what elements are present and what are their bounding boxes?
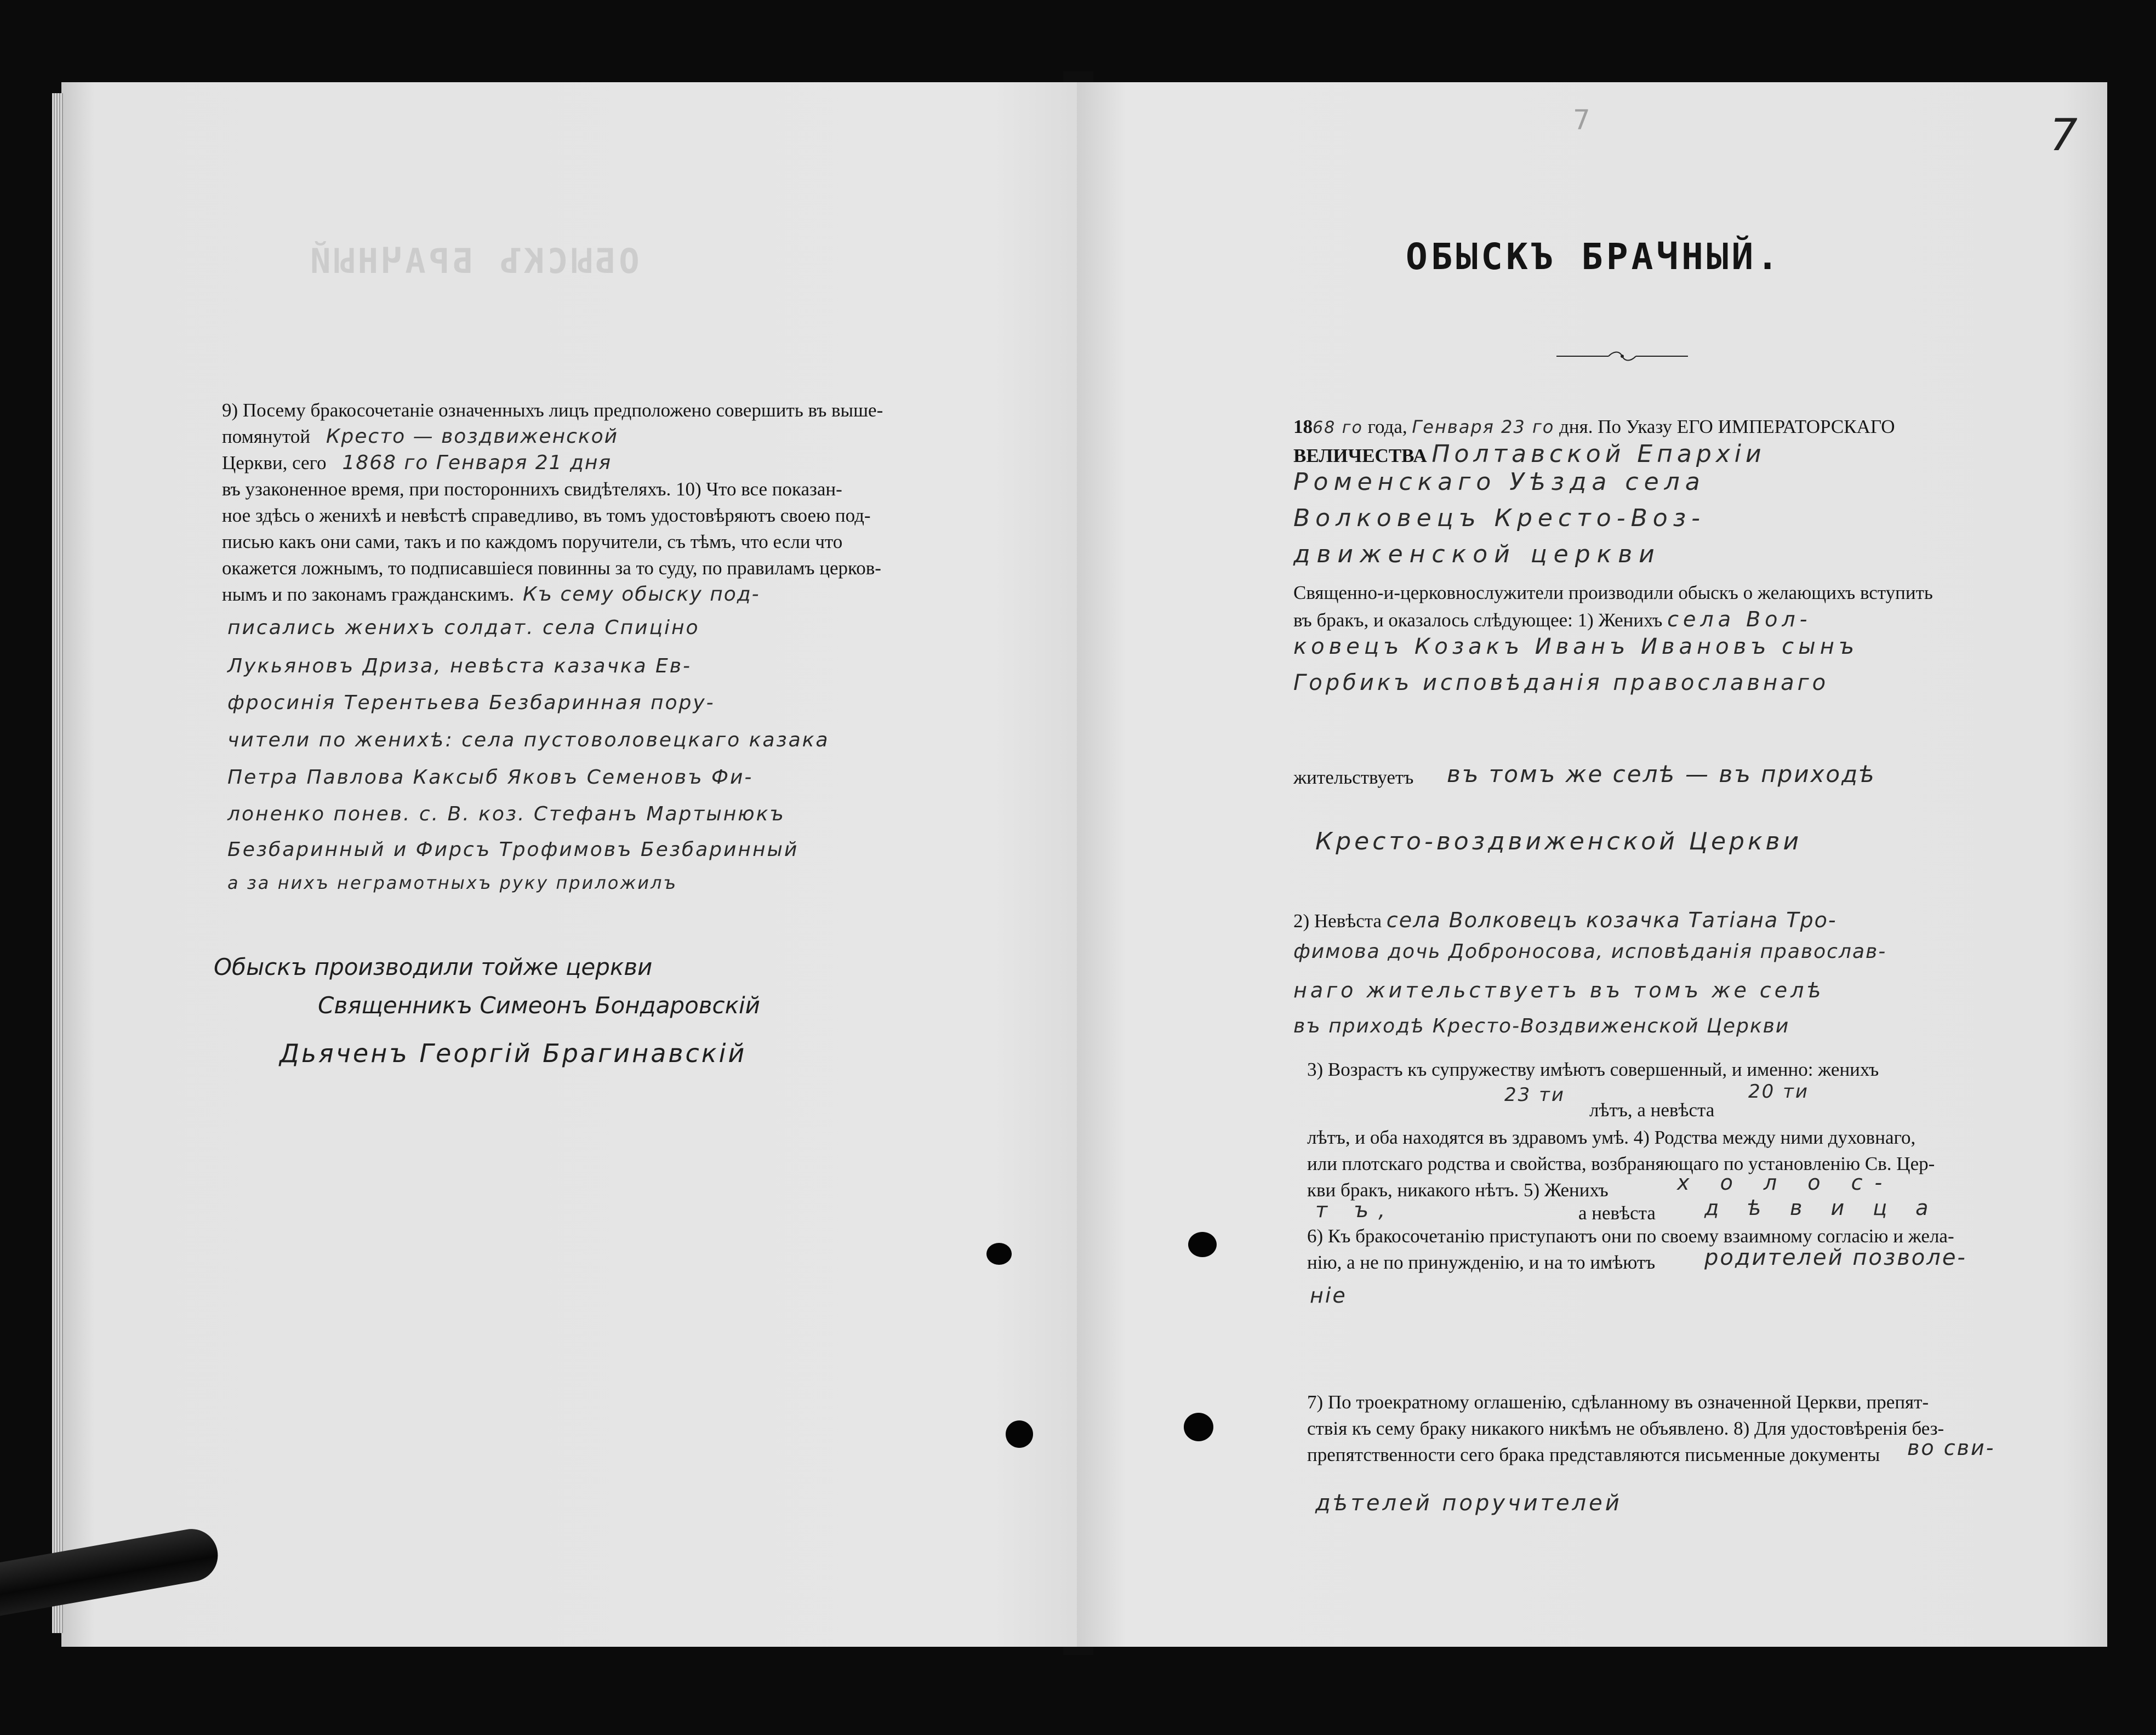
intro-line-4: Волковецъ Кресто-Воз- (1293, 504, 1706, 532)
signature-line: Лукьяновъ Дриза, невѣста казачка Ев- (227, 655, 692, 677)
signature-line: писались женихъ солдат. села Спиціно (227, 617, 700, 639)
p9-line-6: писью какъ они сами, такъ и по каждомъ поручители, съ тѣмъ, что если что (222, 531, 843, 552)
groom-status-1: х о л о с- (1677, 1171, 1895, 1195)
age-line-6: а невѣста (1578, 1202, 1656, 1224)
p7-hand-2: дѣтелей поручителей (1315, 1491, 1622, 1516)
p7-line-1: 7) По троекратному оглашенію, сдѣланному въ означенной Церкви, препят- (1307, 1391, 1929, 1413)
age-line-3: лѣтъ, и оба находятся въ здравомъ умѣ. 4) Родства между ними духовнаго, (1307, 1127, 1916, 1148)
intro-line-3: Роменскаго Уѣзда села (1293, 468, 1706, 496)
age-line-5: кви бракъ, никакого нѣтъ. 5) Женихъ (1307, 1179, 1609, 1201)
bride-block (1293, 907, 2017, 1049)
clergy-note-line-2: Священникъ Симеонъ Бондаровскій (318, 992, 760, 1019)
bleed-through-title: ОБЫСКЪ БРАЧНЫЙ (307, 241, 640, 281)
p9-line-5: ное здѣсь о женихѣ и невѣстѣ справедливо, въ томъ удостовѣряютъ своею под- (222, 505, 871, 526)
title-ornament (1556, 350, 1688, 363)
signature-line: а за нихъ неграмотныхъ руку приложилъ (227, 872, 678, 893)
signature-line: лоненко понев. с. В. коз. Стефанъ Мартынюкъ (227, 803, 785, 825)
bride-line-1: 2) Невѣста села Волковецъ козачка Татіана Тро- (1293, 908, 1837, 932)
page-number: 7 (2050, 110, 2078, 161)
signature-line: чители по женихѣ: села пустоволовецкаго казака (227, 729, 830, 751)
clergy-note-line-1: Обыскъ производили тойже церкви (214, 954, 653, 980)
groom-age: 23 ти (1504, 1084, 1565, 1106)
left-page (61, 82, 1103, 1647)
punch-hole (1006, 1420, 1033, 1448)
deacon-signature: Дьяченъ Георгій Брагинавскій (280, 1038, 747, 1068)
groom-status-2: т ъ, (1315, 1198, 1395, 1222)
intro-line-1: 1868 го года, Генваря 23 го дня. По Указу ЕГО ИМПЕРАТОРСКАГО (1293, 416, 1895, 437)
intro-line-6: Священно-и-церковнослужители производили обыскъ о желающихъ вступить (1293, 582, 1933, 603)
document-title: ОБЫСКЪ БРАЧНЫЙ. (1406, 236, 1782, 278)
intro-block (1293, 414, 2006, 706)
age-line-2: лѣтъ, а невѣста (1589, 1099, 1715, 1121)
bride-line-3: наго жительствуетъ въ томъ же селѣ (1293, 978, 1824, 1002)
page-edges (52, 93, 63, 1633)
age-line-1: 3) Возрастъ къ супружеству имѣютъ совершенный, и именно: женихъ (1307, 1059, 1879, 1080)
consent-hand-2: ніе (1310, 1283, 1347, 1308)
intro-line-5: движенской церкви (1293, 540, 1661, 568)
consent-line-2: нію, а не по принужденію, и на то имѣютъ (1307, 1252, 1656, 1273)
p7-hand-1: во сви- (1907, 1436, 1995, 1460)
consent-line-1: 6) Къ бракосочетанію приступаютъ они по своему взаимному согласію и жела- (1307, 1225, 1954, 1247)
punch-hole (1184, 1413, 1213, 1441)
bride-age: 20 ти (1748, 1081, 1809, 1103)
p9-line-4: въ узаконенное время, при постороннихъ свидѣтеляхъ. 10) Что все показан- (222, 478, 842, 500)
p9-line-2: помянутой Кресто — воздвиженской (222, 425, 619, 448)
intro-line-9: Горбикъ исповѣданія православнаго (1293, 670, 1829, 695)
p9-line-3: Церкви, сего 1868 го Генваря 21 дня (222, 452, 612, 474)
residence-label: жительствуетъ (1293, 767, 1414, 788)
punch-hole (1188, 1232, 1217, 1257)
p7-line-3: препятственности сего брака представляются письменные документы (1307, 1444, 1880, 1465)
intro-line-8: ковецъ Козакъ Иванъ Ивановъ сынъ (1293, 634, 1859, 659)
p7-line-2: ствія къ сему браку никакого никѣмъ не объявлено. 8) Для удостовѣренія без- (1307, 1418, 1944, 1439)
residence-hand-1: въ томъ же селѣ — въ приходѣ (1447, 761, 1876, 787)
bride-line-2: фимова дочь Доброносова, исповѣданія православ- (1293, 940, 1887, 963)
signature-line: Безбаринный и Фирсъ Трофимовъ Безбаринный (227, 838, 799, 861)
punch-hole (986, 1243, 1012, 1265)
signature-line: фросинія Терентьева Безбаринная пору- (227, 692, 715, 714)
age-line-4: или плотскаго родства и свойства, возбраняющаго по установленію Св. Цер- (1307, 1153, 1935, 1174)
intro-line-7: въ бракъ, и оказалось слѣдующее: 1) Женихъ села Вол- (1293, 607, 1812, 631)
bride-line-4: въ приходѣ Кресто-Воздвиженской Церкви (1293, 1015, 1790, 1037)
intro-line-2: ВЕЛИЧЕСТВА Полтавской Епархіи (1293, 440, 1766, 468)
consent-hand-1: родителей позволе- (1704, 1245, 1967, 1270)
signature-line: Петра Павлова Каксыб Яковъ Семеновъ Фи- (227, 766, 754, 789)
residence-hand-2: Кресто-воздвиженской Церкви (1315, 827, 1803, 855)
p9-line-1: 9) Посему бракосочетаніе означенныхъ лицъ предположено совершить въ выше- (222, 399, 883, 421)
p9-line-7: окажется ложнымъ, то подписавшіеся повинны за то суду, по правиламъ церков- (222, 557, 881, 579)
paragraph-9-10 (222, 397, 934, 608)
bride-status: д ѣ в и ц а (1704, 1196, 1940, 1220)
pencil-mark: 7 (1573, 104, 1590, 136)
p9-line-8: нымъ и по законамъ гражданскимъ. Къ сему обыску под- (222, 583, 760, 606)
